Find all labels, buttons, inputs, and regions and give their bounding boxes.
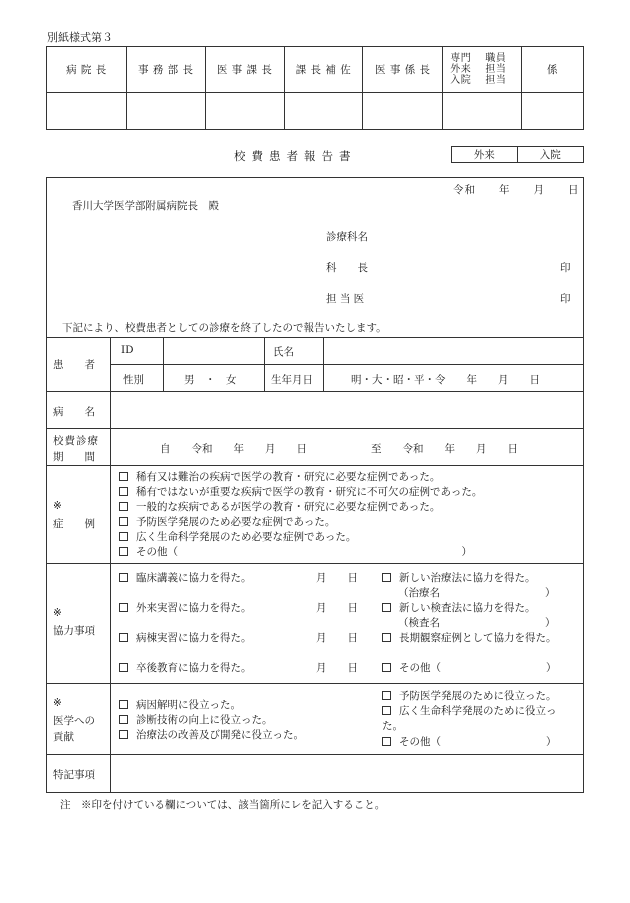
checkbox-icon[interactable] [119, 700, 128, 709]
stamp-cell-assistant-chief[interactable] [284, 93, 363, 130]
chief-seal: 印 [560, 262, 571, 274]
checkbox-icon[interactable] [119, 730, 128, 739]
contribution-required-mark: ※ [53, 697, 62, 709]
period-label-line1: 校費診療 [53, 435, 99, 447]
patient-id-label: ID [121, 344, 134, 356]
approval-header-admin-chief: 事 務 部 長 [126, 47, 205, 93]
checkbox-icon[interactable] [119, 472, 128, 481]
checkbox-icon[interactable] [382, 663, 391, 672]
stamp-cell-staff[interactable] [443, 93, 522, 130]
checkbox-icon[interactable] [382, 737, 391, 746]
cooperation-date[interactable]: 月 日 [316, 632, 358, 644]
cooperation-option[interactable]: 新しい検査法に協力を得た。 [382, 600, 536, 615]
remarks-field[interactable] [112, 756, 582, 791]
treatment-name-field[interactable]: （治療名 ） [398, 587, 556, 599]
contribution-option-wrap: た。 [382, 720, 403, 732]
patient-sex-label: 性別 [123, 374, 144, 386]
cooperation-option[interactable]: 卒後教育に協力を得た。 [119, 660, 252, 675]
type-option-inpatient[interactable]: 入院 [517, 147, 584, 163]
addressee: 香川大学医学部附属病院長 殿 [72, 200, 219, 212]
contribution-label-line1: 医学への [53, 715, 95, 727]
patient-name-field[interactable] [325, 339, 583, 363]
patient-label: 患 者 [53, 359, 95, 371]
cooperation-date[interactable]: 月 日 [316, 572, 358, 584]
doctor-seal: 印 [560, 293, 571, 305]
checkbox-icon[interactable] [119, 517, 128, 526]
patient-id-field[interactable] [165, 339, 263, 363]
approval-header-staff [443, 47, 522, 93]
contribution-option[interactable]: 病因解明に役立った。 [119, 697, 241, 712]
divider-remarks-top [46, 754, 584, 755]
chief-label: 科 長 [326, 262, 368, 274]
form-title: 校費患者報告書 [234, 149, 357, 163]
approval-header-assistant-chief: 課 長 補 佐 [284, 47, 363, 93]
visit-type-box [451, 146, 584, 163]
checkbox-icon[interactable] [119, 663, 128, 672]
stamp-cell-section-chief[interactable] [363, 93, 443, 130]
cooperation-option-other[interactable]: その他（ ） [382, 660, 557, 675]
case-option[interactable]: 広く生命科学発展のため必要な症例であった。 [119, 529, 356, 544]
report-statement: 下記により、校費患者としての診療を終了したので報告いたします。 [62, 322, 387, 334]
divider-patient-col2 [264, 337, 265, 391]
divider-patient-col3 [323, 337, 324, 391]
checkbox-icon[interactable] [382, 633, 391, 642]
approval-header-medical-affairs-chief: 医 事 課 長 [205, 47, 284, 93]
stamp-cell-medical-affairs-chief[interactable] [205, 93, 284, 130]
department-label: 診療科名 [326, 231, 368, 243]
divider-case-top [46, 465, 584, 466]
approval-header-clerk: 係 [522, 47, 584, 93]
type-option-outpatient[interactable]: 外来 [452, 147, 518, 163]
report-date[interactable]: 令和 年 月 日 [453, 184, 580, 196]
case-required-mark: ※ [53, 500, 62, 512]
stamp-cell-admin-chief[interactable] [126, 93, 205, 130]
checkbox-icon[interactable] [119, 715, 128, 724]
case-option[interactable]: 稀有又は難治の疾病で医学の教育・研究に必要な症例であった。 [119, 469, 440, 484]
patient-birth-label: 生年月日 [271, 374, 313, 386]
divider-patient-top [46, 337, 584, 338]
divider-disease-top [46, 391, 584, 392]
patient-sex-options[interactable]: 男 ・ 女 [184, 374, 237, 386]
contribution-label-line2: 貢献 [53, 731, 74, 743]
case-option[interactable]: 予防医学発展のため必要な症例であった。 [119, 514, 335, 529]
checkbox-icon[interactable] [382, 573, 391, 582]
checkbox-icon[interactable] [119, 487, 128, 496]
checkbox-icon[interactable] [119, 573, 128, 582]
contribution-option[interactable]: 予防医学発展のために役立った。 [382, 688, 557, 703]
contribution-option[interactable]: 広く生命科学発展のために役立っ [382, 703, 557, 718]
test-name-field[interactable]: （検査名 ） [398, 617, 556, 629]
checkbox-icon[interactable] [382, 603, 391, 612]
stamp-cell-director[interactable] [47, 93, 127, 130]
cooperation-option[interactable]: 臨床講義に協力を得た。 [119, 570, 252, 585]
period-label-line2: 期 間 [53, 451, 95, 463]
approval-header-director: 病 院 長 [47, 47, 127, 93]
cooperation-date[interactable]: 月 日 [316, 662, 358, 674]
doctor-label: 担 当 医 [326, 293, 365, 305]
case-label: 症 例 [53, 518, 95, 530]
checkbox-icon[interactable] [382, 706, 391, 715]
checkbox-icon[interactable] [119, 502, 128, 511]
cooperation-option[interactable]: 外来実習に協力を得た。 [119, 600, 252, 615]
divider-cooperation-top [46, 563, 584, 564]
case-option-other[interactable]: その他（ ） [119, 544, 472, 559]
cooperation-date[interactable]: 月 日 [316, 602, 358, 614]
divider-contribution-top [46, 683, 584, 684]
cooperation-option[interactable]: 長期観察症例として協力を得た。 [382, 630, 557, 645]
approval-header-section-chief: 医 事 係 長 [363, 47, 443, 93]
contribution-option[interactable]: 診断技術の向上に役立った。 [119, 712, 273, 727]
staff-line-inpatient: 入院 担当 [450, 75, 507, 86]
cooperation-required-mark: ※ [53, 607, 62, 619]
case-option[interactable]: 一般的な疾病であるが医学の教育・研究に必要な症例であった。 [119, 499, 440, 514]
period-from[interactable]: 自 令和 年 月 日 [160, 443, 307, 455]
stamp-cell-clerk[interactable] [522, 93, 584, 130]
divider-patient-col1 [163, 337, 164, 391]
staff-line-specialist: 専門 職員 [450, 53, 507, 64]
checkbox-icon[interactable] [119, 633, 128, 642]
divider-label-column [110, 337, 111, 793]
patient-name-label: 氏名 [273, 346, 294, 358]
period-to[interactable]: 至 令和 年 月 日 [371, 443, 518, 455]
divider-period-top [46, 428, 584, 429]
staff-line-outpatient: 外来 担当 [450, 64, 507, 75]
cooperation-option[interactable]: 病棟実習に協力を得た。 [119, 630, 252, 645]
remarks-label: 特記事項 [53, 769, 95, 781]
disease-label: 病 名 [53, 406, 95, 418]
form-number: 別紙様式第３ [47, 31, 113, 44]
footnote: 注 ※印を付けている欄については、該当箇所にレを記入すること。 [60, 799, 386, 811]
cooperation-label: 協力事項 [53, 625, 95, 637]
divider-patient-mid [110, 364, 584, 365]
approval-table [46, 46, 584, 130]
disease-field[interactable] [112, 393, 582, 426]
contribution-option-other[interactable]: その他（ ） [382, 734, 557, 749]
checkbox-icon[interactable] [119, 532, 128, 541]
patient-birth-value[interactable]: 明・大・昭・平・令 年 月 日 [351, 374, 540, 386]
checkbox-icon[interactable] [382, 691, 391, 700]
case-option[interactable]: 稀有ではないが重要な疾病で医学の教育・研究に不可欠の症例であった。 [119, 484, 482, 499]
checkbox-icon[interactable] [119, 603, 128, 612]
checkbox-icon[interactable] [119, 547, 128, 556]
cooperation-option[interactable]: 新しい治療法に協力を得た。 [382, 570, 536, 585]
contribution-option[interactable]: 治療法の改善及び開発に役立った。 [119, 727, 304, 742]
